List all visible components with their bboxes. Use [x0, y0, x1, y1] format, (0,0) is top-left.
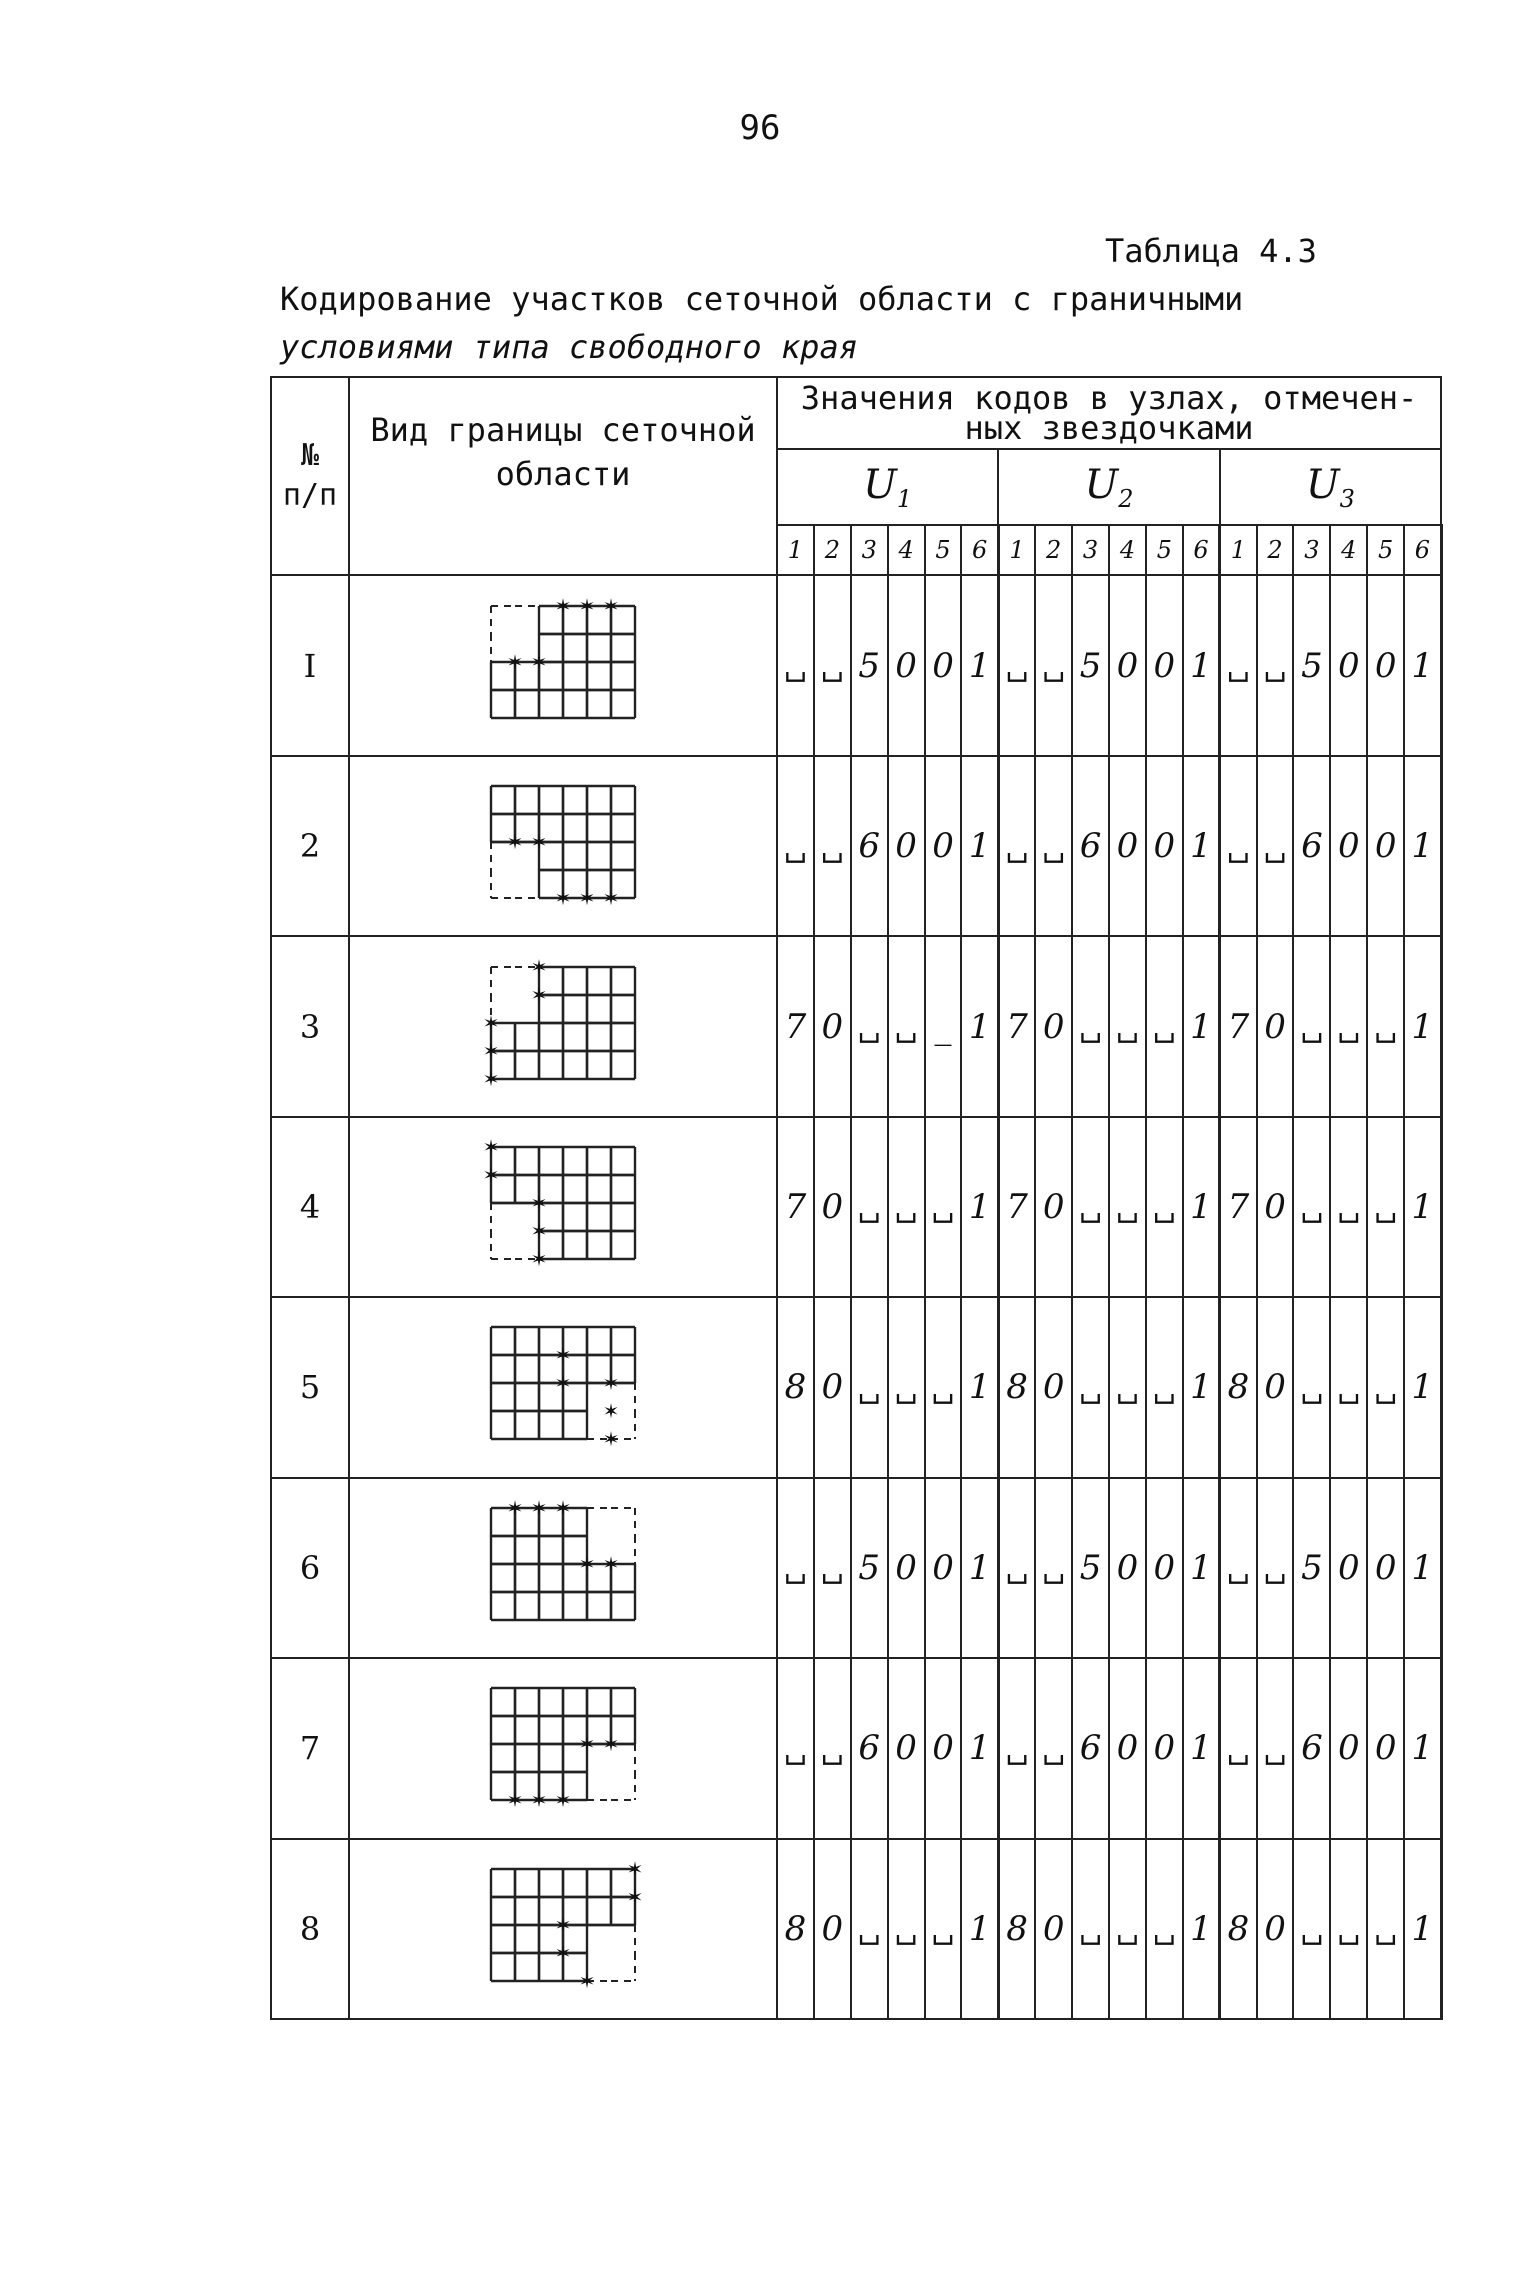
code-value-u3: ␣ [1367, 936, 1404, 1116]
svg-text:✶: ✶ [530, 1190, 548, 1215]
header-position: 3 [1293, 525, 1330, 575]
code-value-u2: 0 [1035, 936, 1072, 1116]
header-group-u3 [1220, 449, 1441, 525]
code-value-u1: 0 [925, 1478, 962, 1658]
code-value-u2: 1 [1183, 1117, 1220, 1297]
code-value-u2: 1 [1183, 575, 1220, 755]
code-value-u1: ␣ [777, 756, 814, 936]
svg-text:✶: ✶ [530, 649, 548, 674]
svg-text:✶: ✶ [530, 1788, 548, 1813]
header-position: 5 [1146, 525, 1183, 575]
header-position: 6 [961, 525, 998, 575]
code-value-u2: ␣ [1109, 1117, 1146, 1297]
code-value-u2: ␣ [1072, 1117, 1109, 1297]
code-value-u3: ␣ [1367, 1117, 1404, 1297]
svg-text:✶: ✶ [554, 1343, 572, 1368]
code-value-u2: ␣ [998, 1658, 1035, 1838]
code-value-u3: ␣ [1257, 575, 1294, 755]
svg-text:✶: ✶ [602, 595, 620, 618]
code-value-u1: 5 [851, 1478, 888, 1658]
code-value-u1: 0 [814, 1839, 851, 2019]
header-position: 1 [1220, 525, 1257, 575]
code-value-u1: ␣ [851, 1117, 888, 1297]
group-subscript: 1 [896, 484, 913, 513]
boundary-view-cell [349, 936, 777, 1116]
caption-line-2: условиями типа свободного края [280, 328, 858, 366]
code-value-u3: ␣ [1220, 1478, 1257, 1658]
code-value-u3: ␣ [1257, 1658, 1294, 1838]
code-value-u2: 6 [1072, 1658, 1109, 1838]
code-value-u2: ␣ [1146, 1839, 1183, 2019]
code-value-u2: 0 [1146, 756, 1183, 936]
svg-text:✶: ✶ [482, 1010, 500, 1035]
code-value-u3: 5 [1293, 1478, 1330, 1658]
grid-region-8-icon [479, 1859, 647, 1999]
code-value-u1: 6 [851, 1658, 888, 1838]
svg-text:✶: ✶ [602, 1427, 620, 1452]
header-position: 6 [1183, 525, 1220, 575]
coding-table [270, 376, 1443, 2020]
code-value-u1: ␣ [888, 1839, 925, 2019]
header-num: № [300, 438, 320, 474]
code-value-u3: 1 [1404, 1839, 1441, 2019]
svg-text:✶: ✶ [554, 1371, 572, 1396]
svg-text:✶: ✶ [482, 1038, 500, 1063]
grid-region-4-icon [479, 1137, 647, 1277]
code-value-u3: 7 [1220, 936, 1257, 1116]
code-value-u2: 0 [1109, 575, 1146, 755]
code-value-u3: ␣ [1330, 1297, 1367, 1477]
svg-text:✶: ✶ [602, 1399, 620, 1424]
code-value-u2: ␣ [1146, 1297, 1183, 1477]
caption-line-1: Кодирование участков сеточной области с граничными [280, 280, 1244, 318]
group-subscript: 2 [1118, 484, 1134, 513]
header-codes-line-2: ных звездочками [964, 409, 1254, 448]
code-value-u1: 8 [777, 1839, 814, 2019]
svg-text:✶: ✶ [530, 1497, 548, 1520]
svg-text:✶: ✶ [578, 1968, 596, 1993]
header-codes-line-1: Значения кодов в узлах, отмечен- [800, 379, 1418, 418]
svg-text:✶: ✶ [578, 595, 596, 618]
code-value-u1: ␣ [814, 1478, 851, 1658]
code-value-u2: ␣ [998, 1478, 1035, 1658]
svg-text:✶: ✶ [530, 830, 548, 855]
code-value-u3: ␣ [1330, 936, 1367, 1116]
code-value-u3: ␣ [1293, 1839, 1330, 2019]
code-value-u3: 0 [1257, 936, 1294, 1116]
header-view-line-1: Вид границы сеточной [370, 411, 756, 449]
code-value-u1: 0 [814, 1297, 851, 1477]
code-value-u2: 1 [1183, 1297, 1220, 1477]
svg-text:✶: ✶ [602, 886, 620, 911]
header-position: 3 [851, 525, 888, 575]
group-label: U [1084, 461, 1119, 508]
grid-region-1-icon [479, 596, 647, 736]
code-value-u2: 7 [998, 936, 1035, 1116]
code-value-u3: 0 [1257, 1839, 1294, 2019]
svg-text:✶: ✶ [578, 1551, 596, 1576]
code-value-u2: ␣ [1035, 1478, 1072, 1658]
svg-text:✶: ✶ [578, 886, 596, 911]
code-value-u3: 6 [1293, 756, 1330, 936]
code-value-u1: ␣ [925, 1297, 962, 1477]
code-value-u3: 1 [1404, 936, 1441, 1116]
code-value-u1: 0 [814, 1117, 851, 1297]
svg-text:✶: ✶ [482, 1066, 500, 1091]
svg-text:✶: ✶ [482, 1136, 500, 1159]
code-value-u2: ␣ [1109, 936, 1146, 1116]
boundary-view-cell [349, 575, 777, 755]
code-value-u2: 0 [1035, 1839, 1072, 2019]
code-value-u1: ␣ [777, 1478, 814, 1658]
code-value-u3: ␣ [1367, 1297, 1404, 1477]
code-value-u3: 0 [1330, 575, 1367, 755]
group-label: U [1305, 461, 1340, 508]
table-row [271, 1297, 1441, 1477]
code-value-u2: ␣ [1072, 936, 1109, 1116]
header-codes-cell [777, 377, 1441, 449]
header-position: 5 [1367, 525, 1404, 575]
code-value-u1: 0 [925, 1658, 962, 1838]
row-number: 8 [271, 1839, 349, 2019]
svg-text:✶: ✶ [506, 1788, 524, 1813]
code-value-u1: ␣ [925, 1839, 962, 2019]
grid-region-2-icon [479, 776, 647, 916]
table-row [271, 1839, 1441, 2019]
header-view-cell [349, 377, 777, 575]
code-value-u1: ␣ [888, 936, 925, 1116]
code-value-u1: 0 [925, 756, 962, 936]
page-number: 96 [739, 108, 781, 148]
svg-text:✶: ✶ [506, 1497, 524, 1520]
code-value-u3: 8 [1220, 1297, 1257, 1477]
header-group-u2 [998, 449, 1219, 525]
code-value-u2: ␣ [1035, 756, 1072, 936]
code-value-u2: 0 [1109, 756, 1146, 936]
code-value-u2: ␣ [1035, 575, 1072, 755]
code-value-u1: ␣ [925, 1117, 962, 1297]
code-value-u2: 1 [1183, 1478, 1220, 1658]
boundary-view-cell [349, 1117, 777, 1297]
code-value-u1: _ [925, 936, 962, 1116]
code-value-u1: 1 [961, 1839, 998, 2019]
svg-text:✶: ✶ [578, 1732, 596, 1757]
code-value-u1: ␣ [777, 575, 814, 755]
svg-text:✶: ✶ [626, 1884, 644, 1909]
code-value-u2: ␣ [1109, 1839, 1146, 2019]
code-value-u1: 5 [851, 575, 888, 755]
code-value-u1: ␣ [851, 936, 888, 1116]
header-position: 4 [888, 525, 925, 575]
code-value-u1: 0 [888, 575, 925, 755]
code-value-u3: ␣ [1257, 1478, 1294, 1658]
code-value-u1: 7 [777, 936, 814, 1116]
table-row [271, 936, 1441, 1116]
row-number: 3 [271, 936, 349, 1116]
code-value-u2: 1 [1183, 756, 1220, 936]
grid-region-3-icon [479, 957, 647, 1097]
code-value-u2: 0 [1146, 1478, 1183, 1658]
code-value-u3: ␣ [1293, 936, 1330, 1116]
code-value-u1: ␣ [851, 1839, 888, 2019]
code-value-u1: 8 [777, 1297, 814, 1477]
svg-text:✶: ✶ [554, 1497, 572, 1520]
code-value-u1: 0 [888, 756, 925, 936]
boundary-view-cell [349, 1297, 777, 1477]
row-number: 7 [271, 1658, 349, 1838]
code-value-u3: ␣ [1220, 575, 1257, 755]
code-value-u3: 1 [1404, 1478, 1441, 1658]
svg-text:✶: ✶ [554, 1788, 572, 1813]
code-value-u3: 5 [1293, 575, 1330, 755]
code-value-u1: 7 [777, 1117, 814, 1297]
code-value-u2: 0 [1146, 1658, 1183, 1838]
code-value-u1: ␣ [851, 1297, 888, 1477]
svg-text:✶: ✶ [554, 595, 572, 618]
boundary-view-cell [349, 756, 777, 936]
table-caption [280, 275, 1280, 371]
header-position: 3 [1072, 525, 1109, 575]
code-value-u3: 1 [1404, 756, 1441, 936]
code-value-u3: 0 [1367, 1478, 1404, 1658]
table-row [271, 1658, 1441, 1838]
svg-text:✶: ✶ [554, 1940, 572, 1965]
group-label: U [863, 461, 897, 508]
table-body [271, 377, 1441, 2019]
code-value-u3: 1 [1404, 575, 1441, 755]
header-view-line-2: области [495, 455, 631, 493]
code-value-u1: 0 [925, 575, 962, 755]
code-value-u1: ␣ [814, 756, 851, 936]
code-value-u3: 7 [1220, 1117, 1257, 1297]
row-number: I [271, 575, 349, 755]
header-position: 1 [777, 525, 814, 575]
code-value-u2: 0 [1035, 1117, 1072, 1297]
svg-text:✶: ✶ [554, 1912, 572, 1937]
code-value-u2: 5 [1072, 575, 1109, 755]
code-value-u3: 0 [1367, 1658, 1404, 1838]
grid-region-6-icon [479, 1498, 647, 1638]
row-number: 5 [271, 1297, 349, 1477]
row-number: 6 [271, 1478, 349, 1658]
row-number: 2 [271, 756, 349, 936]
header-group-u1 [777, 449, 998, 525]
code-value-u2: ␣ [1146, 1117, 1183, 1297]
grid-region-5-icon [479, 1317, 647, 1457]
code-value-u1: 1 [961, 575, 998, 755]
code-value-u3: ␣ [1293, 1117, 1330, 1297]
code-value-u1: 6 [851, 756, 888, 936]
grid-region-7-icon [479, 1678, 647, 1818]
svg-text:✶: ✶ [506, 649, 524, 674]
svg-text:✶: ✶ [626, 1858, 644, 1881]
code-value-u2: ␣ [1072, 1839, 1109, 2019]
code-value-u3: ␣ [1330, 1839, 1367, 2019]
svg-text:✶: ✶ [602, 1371, 620, 1396]
code-value-u3: 0 [1330, 1658, 1367, 1838]
code-value-u3: 1 [1404, 1117, 1441, 1297]
code-value-u1: ␣ [888, 1297, 925, 1477]
header-row-1 [271, 377, 1441, 449]
svg-text:✶: ✶ [482, 1162, 500, 1187]
code-value-u1: 1 [961, 1478, 998, 1658]
row-number: 4 [271, 1117, 349, 1297]
svg-text:✶: ✶ [530, 956, 548, 979]
code-value-u2: 6 [1072, 756, 1109, 936]
code-value-u1: 1 [961, 756, 998, 936]
header-position: 5 [925, 525, 962, 575]
svg-text:✶: ✶ [506, 830, 524, 855]
boundary-view-cell [349, 1658, 777, 1838]
code-value-u2: 8 [998, 1297, 1035, 1477]
header-position: 2 [1257, 525, 1294, 575]
code-value-u2: 0 [1035, 1297, 1072, 1477]
svg-text:✶: ✶ [602, 1551, 620, 1576]
code-value-u2: ␣ [1146, 936, 1183, 1116]
table-row [271, 756, 1441, 936]
code-value-u2: ␣ [1035, 1658, 1072, 1838]
code-value-u2: ␣ [998, 575, 1035, 755]
header-position: 4 [1330, 525, 1367, 575]
code-value-u3: 1 [1404, 1658, 1441, 1838]
code-value-u1: 1 [961, 936, 998, 1116]
header-position: 2 [814, 525, 851, 575]
code-value-u2: 5 [1072, 1478, 1109, 1658]
code-value-u3: 1 [1404, 1297, 1441, 1477]
svg-text:✶: ✶ [530, 1246, 548, 1271]
table-row [271, 1478, 1441, 1658]
code-value-u3: ␣ [1220, 756, 1257, 936]
code-value-u1: 1 [961, 1117, 998, 1297]
svg-text:✶: ✶ [530, 1218, 548, 1243]
code-value-u3: ␣ [1293, 1297, 1330, 1477]
header-num-sub: п/п [282, 478, 338, 514]
table-row [271, 575, 1441, 755]
code-value-u1: 0 [888, 1478, 925, 1658]
code-value-u2: ␣ [1109, 1297, 1146, 1477]
code-value-u2: ␣ [998, 756, 1035, 936]
code-value-u3: 0 [1367, 756, 1404, 936]
code-value-u3: 8 [1220, 1839, 1257, 2019]
code-value-u1: 0 [814, 936, 851, 1116]
code-value-u3: 6 [1293, 1658, 1330, 1838]
code-value-u3: 0 [1330, 1478, 1367, 1658]
code-value-u1: ␣ [888, 1117, 925, 1297]
header-position: 6 [1404, 525, 1441, 575]
code-value-u2: 1 [1183, 1839, 1220, 2019]
code-value-u2: ␣ [1072, 1297, 1109, 1477]
boundary-view-cell [349, 1839, 777, 2019]
header-position: 1 [998, 525, 1035, 575]
code-value-u2: 0 [1109, 1658, 1146, 1838]
header-position: 4 [1109, 525, 1146, 575]
code-value-u3: 0 [1257, 1297, 1294, 1477]
svg-text:✶: ✶ [554, 886, 572, 911]
code-value-u2: 1 [1183, 936, 1220, 1116]
code-value-u1: ␣ [814, 575, 851, 755]
code-value-u3: ␣ [1367, 1839, 1404, 2019]
code-value-u1: 1 [961, 1297, 998, 1477]
code-value-u1: ␣ [777, 1658, 814, 1838]
code-value-u1: 0 [888, 1658, 925, 1838]
header-num-cell [271, 377, 349, 575]
code-value-u2: 0 [1109, 1478, 1146, 1658]
code-value-u2: 8 [998, 1839, 1035, 2019]
code-value-u1: 1 [961, 1658, 998, 1838]
code-value-u2: 0 [1146, 575, 1183, 755]
code-value-u3: ␣ [1257, 756, 1294, 936]
code-value-u1: ␣ [814, 1658, 851, 1838]
code-value-u3: ␣ [1330, 1117, 1367, 1297]
boundary-view-cell [349, 1478, 777, 1658]
table-row [271, 1117, 1441, 1297]
code-value-u3: ␣ [1220, 1658, 1257, 1838]
code-value-u3: 0 [1257, 1117, 1294, 1297]
header-position: 2 [1035, 525, 1072, 575]
code-value-u2: 7 [998, 1117, 1035, 1297]
group-subscript: 3 [1339, 484, 1355, 513]
svg-text:✶: ✶ [602, 1732, 620, 1757]
code-value-u2: 1 [1183, 1658, 1220, 1838]
table-label: Таблица 4.3 [1105, 232, 1317, 270]
svg-text:✶: ✶ [530, 982, 548, 1007]
code-value-u3: 0 [1330, 756, 1367, 936]
code-value-u3: 0 [1367, 575, 1404, 755]
